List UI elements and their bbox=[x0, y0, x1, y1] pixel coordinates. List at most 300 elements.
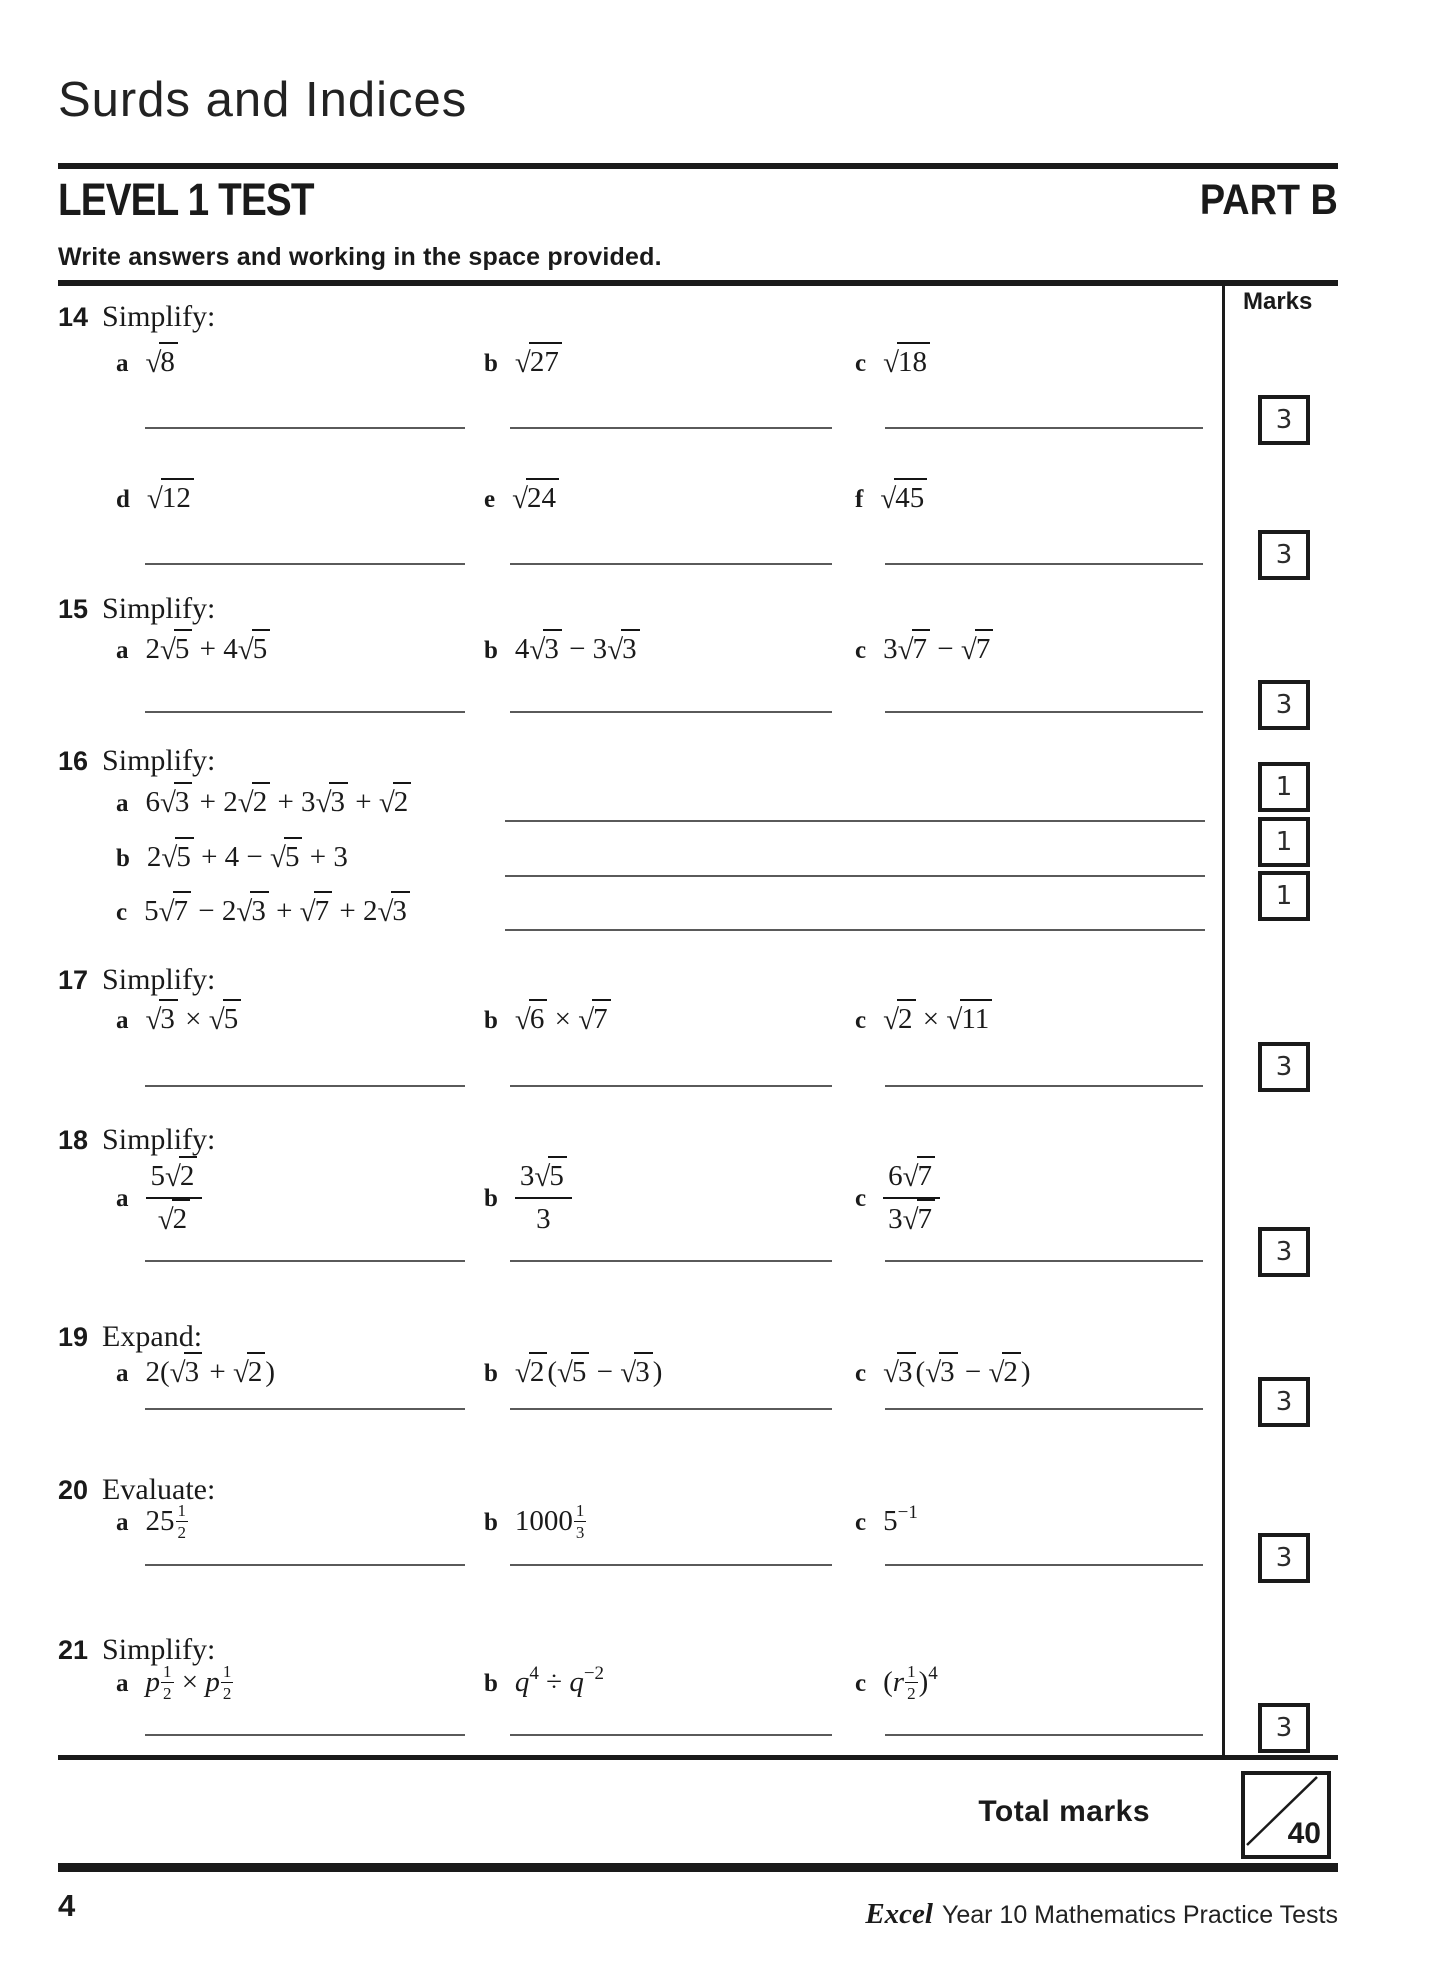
instruction-text: Write answers and working in the space provided. bbox=[58, 243, 662, 271]
denominator bbox=[888, 1199, 935, 1236]
math-text: 2 bbox=[146, 841, 162, 873]
answer-line bbox=[145, 711, 465, 713]
math-text: 3 bbox=[883, 633, 898, 665]
level-title: LEVEL 1 TEST bbox=[58, 174, 314, 225]
question-header bbox=[58, 1473, 215, 1507]
math-text: + 4 − bbox=[193, 841, 271, 873]
radicand: 11 bbox=[960, 999, 992, 1035]
question-number: 17 bbox=[58, 965, 89, 995]
title-rule bbox=[58, 163, 1338, 169]
part-expression bbox=[880, 482, 927, 515]
math-text: 1000 bbox=[514, 1505, 573, 1537]
radicand: 7 bbox=[592, 999, 611, 1035]
radical-sign-icon: √ bbox=[236, 896, 253, 928]
part-c bbox=[855, 346, 930, 379]
math-text: ÷ bbox=[538, 1666, 570, 1698]
math-text: 3 bbox=[519, 1160, 535, 1192]
radicand: 2 bbox=[1002, 1352, 1021, 1388]
part-expression bbox=[514, 1663, 605, 1699]
total-marks-label: Total marks bbox=[978, 1795, 1150, 1828]
radical bbox=[170, 1356, 202, 1388]
radical bbox=[925, 1356, 957, 1388]
math-text: 4 bbox=[514, 633, 530, 665]
denominator bbox=[536, 1199, 551, 1236]
radical bbox=[146, 1003, 178, 1035]
footer-page-number: 4 bbox=[58, 1888, 76, 1923]
exponent-numerator: 1 bbox=[575, 1501, 585, 1520]
question-prompt: Simplify: bbox=[102, 1633, 216, 1666]
radicand: 7 bbox=[173, 891, 192, 927]
footer-credit bbox=[865, 1898, 1338, 1931]
radical-sign-icon: √ bbox=[161, 842, 178, 874]
math-text: 3 bbox=[888, 1203, 903, 1236]
math-text: + 2 bbox=[192, 786, 238, 818]
math-text: × bbox=[174, 1666, 206, 1698]
part-letter: b bbox=[484, 1509, 498, 1536]
radical-sign-icon: √ bbox=[557, 1357, 573, 1389]
radical-sign-icon: √ bbox=[902, 1204, 919, 1237]
answer-line bbox=[145, 1564, 465, 1566]
part-letter: c bbox=[855, 1509, 867, 1536]
radical bbox=[515, 1356, 547, 1388]
answer-line bbox=[885, 711, 1203, 713]
math-text: ( bbox=[547, 1356, 557, 1388]
radicand: 12 bbox=[161, 478, 194, 514]
fractional-exponent bbox=[905, 1663, 918, 1702]
exponent-denominator: 2 bbox=[222, 1684, 232, 1703]
radical-sign-icon: √ bbox=[237, 787, 254, 819]
footer-series: Year 10 Mathematics Practice Tests bbox=[941, 1901, 1338, 1929]
part-c bbox=[116, 895, 410, 928]
part-c bbox=[855, 1356, 1031, 1389]
part-expression bbox=[515, 1356, 662, 1389]
answer-line bbox=[510, 427, 832, 429]
math-text: 5 bbox=[144, 895, 159, 927]
part-letter: c bbox=[855, 1360, 867, 1387]
part-expression bbox=[883, 1662, 938, 1716]
radical-sign-icon: √ bbox=[988, 1357, 1005, 1389]
part-b bbox=[116, 841, 348, 874]
marks-column-header: Marks bbox=[1243, 288, 1313, 315]
question-header bbox=[58, 1633, 215, 1667]
answer-line bbox=[145, 1085, 465, 1087]
radical-sign-icon: √ bbox=[169, 1357, 186, 1389]
content-top-rule bbox=[58, 280, 1338, 286]
marks-box: 3 bbox=[1258, 1703, 1310, 1753]
fractional-exponent bbox=[574, 1502, 587, 1541]
radical bbox=[946, 1003, 992, 1035]
part-letter: a bbox=[116, 350, 129, 377]
radicand: 3 bbox=[543, 629, 562, 665]
radical-sign-icon: √ bbox=[620, 1357, 637, 1389]
part-letter: a bbox=[116, 637, 129, 664]
radicand: 5 bbox=[284, 837, 303, 873]
math-text: − bbox=[930, 633, 961, 665]
part-expression bbox=[514, 1501, 588, 1555]
radical bbox=[515, 1003, 547, 1035]
part-expression bbox=[146, 786, 412, 819]
math-text: + 3 bbox=[270, 786, 316, 818]
part-a bbox=[116, 786, 411, 819]
exponent: −2 bbox=[583, 1663, 605, 1684]
radical-sign-icon: √ bbox=[378, 787, 395, 819]
total-marks-denominator: 40 bbox=[1287, 1817, 1321, 1850]
radicand: 7 bbox=[314, 891, 333, 927]
radicand: 3 bbox=[174, 782, 193, 818]
radicand: 2 bbox=[179, 1156, 198, 1192]
math-text: 5 bbox=[883, 1505, 898, 1537]
part-b bbox=[484, 1003, 611, 1036]
part-letter: b bbox=[484, 1360, 498, 1387]
marks-box: 3 bbox=[1258, 1377, 1310, 1427]
radicand: 45 bbox=[894, 478, 927, 514]
answer-line bbox=[510, 711, 832, 713]
answer-line bbox=[510, 1085, 832, 1087]
marks-column-divider bbox=[1222, 286, 1225, 1755]
math-variable: q bbox=[514, 1666, 530, 1698]
math-text: ) bbox=[918, 1666, 929, 1698]
content-bottom-rule bbox=[58, 1755, 1338, 1760]
radical bbox=[209, 1003, 241, 1035]
part-expression bbox=[883, 1160, 940, 1237]
radical-sign-icon: √ bbox=[902, 1161, 919, 1193]
part-letter: a bbox=[116, 1670, 129, 1697]
question-header bbox=[58, 300, 215, 334]
math-text: 3 bbox=[536, 1203, 551, 1236]
radicand: 5 bbox=[175, 837, 194, 873]
fractional-exponent bbox=[176, 1502, 189, 1541]
radical-sign-icon: √ bbox=[960, 634, 977, 666]
radical bbox=[898, 633, 930, 665]
radical-sign-icon: √ bbox=[883, 1004, 900, 1036]
math-text: + 2 bbox=[332, 895, 378, 927]
part-expression bbox=[515, 346, 562, 379]
part-letter: a bbox=[116, 1184, 129, 1212]
part-letter: b bbox=[484, 1007, 498, 1034]
answer-line bbox=[885, 1085, 1203, 1087]
radical-sign-icon: √ bbox=[237, 634, 254, 666]
radical-sign-icon: √ bbox=[160, 634, 176, 666]
question-header bbox=[58, 744, 215, 778]
answer-line bbox=[510, 1260, 832, 1262]
radical bbox=[529, 633, 561, 665]
part-letter: b bbox=[484, 637, 498, 664]
part-expression bbox=[883, 1502, 918, 1538]
radicand: 5 bbox=[223, 999, 242, 1035]
radical bbox=[880, 482, 927, 514]
part-a bbox=[116, 1160, 202, 1237]
radicand: 3 bbox=[391, 891, 410, 927]
question-prompt: Expand: bbox=[102, 1320, 203, 1353]
part-expression bbox=[146, 1356, 276, 1389]
part-b bbox=[484, 633, 640, 666]
radicand: 3 bbox=[184, 1352, 203, 1388]
answer-line bbox=[145, 427, 465, 429]
math-text: 25 bbox=[145, 1505, 175, 1537]
answer-line bbox=[885, 1734, 1203, 1736]
radicand: 7 bbox=[975, 629, 994, 665]
radical bbox=[160, 633, 192, 665]
marks-box: 3 bbox=[1258, 680, 1310, 730]
page-title: Surds and Indices bbox=[58, 73, 468, 127]
question-prompt: Simplify: bbox=[102, 1123, 216, 1156]
radicand: 2 bbox=[897, 999, 916, 1035]
question-header bbox=[58, 963, 215, 997]
radical bbox=[238, 786, 270, 818]
marks-box: 1 bbox=[1258, 817, 1310, 867]
exponent-numerator: 1 bbox=[163, 1662, 172, 1681]
math-text: + bbox=[347, 786, 379, 818]
part-letter: c bbox=[855, 1670, 867, 1697]
marks-box: 1 bbox=[1258, 762, 1310, 812]
part-c bbox=[855, 633, 993, 666]
part-c bbox=[855, 1502, 918, 1538]
part-expression bbox=[515, 1160, 572, 1237]
marks-box: 3 bbox=[1258, 1042, 1310, 1092]
marks-box: 1 bbox=[1258, 871, 1310, 921]
part-expression bbox=[515, 1003, 611, 1036]
radical bbox=[300, 895, 332, 927]
radicand: 3 bbox=[159, 999, 178, 1035]
part-expression bbox=[147, 841, 348, 874]
radical-sign-icon: √ bbox=[946, 1004, 963, 1036]
radical bbox=[236, 895, 268, 927]
question-prompt: Simplify: bbox=[102, 744, 216, 777]
part-b bbox=[484, 1663, 605, 1699]
radicand: 3 bbox=[939, 1352, 958, 1388]
answer-line bbox=[505, 929, 1205, 931]
numerator bbox=[883, 1160, 940, 1197]
radical-sign-icon: √ bbox=[607, 634, 624, 666]
radical bbox=[158, 1203, 190, 1235]
answer-line bbox=[510, 1734, 832, 1736]
exponent-denominator: 2 bbox=[177, 1523, 186, 1542]
part-letter: c bbox=[116, 899, 128, 926]
radical bbox=[159, 895, 191, 927]
radical bbox=[903, 1160, 935, 1192]
question-number: 15 bbox=[58, 594, 89, 624]
part-e bbox=[484, 482, 559, 515]
radical bbox=[270, 841, 302, 873]
fractional-exponent bbox=[161, 1663, 174, 1702]
part-expression bbox=[512, 482, 559, 515]
radical-sign-icon: √ bbox=[232, 1357, 249, 1389]
total-marks-box bbox=[1241, 1771, 1331, 1859]
radicand: 3 bbox=[897, 1352, 916, 1388]
answer-line bbox=[885, 1408, 1203, 1410]
answer-line bbox=[510, 1564, 832, 1566]
radicand: 3 bbox=[329, 782, 348, 818]
radical-sign-icon: √ bbox=[145, 347, 162, 379]
part-letter: d bbox=[116, 486, 130, 513]
radical-sign-icon: √ bbox=[514, 1004, 531, 1036]
math-text: − bbox=[957, 1356, 989, 1388]
radical-sign-icon: √ bbox=[270, 842, 286, 874]
part-expression bbox=[147, 482, 194, 515]
answer-line bbox=[505, 875, 1205, 877]
radicand: 3 bbox=[250, 891, 269, 927]
answer-line bbox=[885, 563, 1203, 565]
part-b bbox=[484, 1160, 572, 1237]
part-expression bbox=[515, 633, 640, 666]
part-expression bbox=[883, 633, 993, 666]
math-text: 6 bbox=[888, 1160, 903, 1192]
math-text: + 4 bbox=[192, 633, 238, 665]
part-b bbox=[484, 1501, 587, 1555]
radical bbox=[883, 1003, 915, 1035]
math-text: 6 bbox=[145, 786, 160, 818]
numerator bbox=[515, 1160, 572, 1197]
part-a bbox=[116, 346, 178, 379]
radical bbox=[316, 786, 348, 818]
math-text: 2 bbox=[145, 633, 160, 665]
part-expression bbox=[146, 346, 178, 379]
radical-sign-icon: √ bbox=[208, 1004, 225, 1036]
radicand: 8 bbox=[159, 342, 178, 378]
radical bbox=[146, 346, 178, 378]
question-number: 18 bbox=[58, 1125, 89, 1155]
radicand: 3 bbox=[634, 1352, 653, 1388]
part-letter: c bbox=[855, 1184, 867, 1212]
radical bbox=[578, 1003, 610, 1035]
part-a bbox=[116, 1003, 241, 1036]
radical-sign-icon: √ bbox=[925, 1357, 942, 1389]
radicand: 5 bbox=[174, 629, 193, 665]
part-expression bbox=[144, 895, 410, 928]
radical bbox=[238, 633, 270, 665]
question-prompt: Evaluate: bbox=[102, 1473, 216, 1506]
part-expression bbox=[883, 1003, 992, 1036]
part-expression bbox=[146, 1003, 242, 1036]
exponent: 4 bbox=[928, 1663, 938, 1684]
radical bbox=[161, 841, 193, 873]
part-expression bbox=[146, 1160, 203, 1237]
answer-line bbox=[505, 820, 1205, 822]
radical-sign-icon: √ bbox=[897, 634, 914, 666]
footer-rule bbox=[58, 1863, 1338, 1872]
radical bbox=[883, 346, 930, 378]
part-letter: b bbox=[484, 1184, 498, 1212]
radical-sign-icon: √ bbox=[883, 1357, 900, 1389]
part-b bbox=[484, 346, 562, 379]
math-text: ) bbox=[652, 1356, 663, 1388]
part-expression bbox=[883, 346, 930, 379]
radicand: 2 bbox=[247, 1352, 266, 1388]
answer-line bbox=[885, 427, 1203, 429]
part-expression bbox=[145, 1662, 235, 1716]
answer-line bbox=[885, 1564, 1203, 1566]
radicand: 2 bbox=[393, 782, 412, 818]
radicand: 27 bbox=[529, 342, 562, 378]
part-expression bbox=[145, 1501, 190, 1555]
part-c bbox=[855, 1160, 940, 1237]
radical bbox=[233, 1356, 265, 1388]
exponent-numerator: 1 bbox=[177, 1501, 186, 1520]
math-text: − bbox=[589, 1356, 621, 1388]
numerator bbox=[146, 1160, 203, 1197]
radical-sign-icon: √ bbox=[534, 1161, 551, 1193]
part-expression bbox=[146, 633, 271, 666]
exponent-denominator: 2 bbox=[907, 1684, 916, 1703]
radical-sign-icon: √ bbox=[146, 483, 163, 515]
answer-line bbox=[510, 563, 832, 565]
part-f bbox=[855, 482, 927, 515]
exponent-numerator: 1 bbox=[222, 1662, 232, 1681]
radical-sign-icon: √ bbox=[512, 483, 529, 515]
answer-line bbox=[145, 1734, 465, 1736]
radicand: 5 bbox=[548, 1156, 567, 1192]
radicand: 2 bbox=[529, 1352, 548, 1388]
question-header bbox=[58, 592, 215, 626]
exponent: 4 bbox=[529, 1663, 539, 1684]
part-letter: f bbox=[855, 486, 864, 513]
footer-brand: Excel bbox=[865, 1898, 933, 1930]
radical bbox=[557, 1356, 589, 1388]
question-number: 21 bbox=[58, 1635, 89, 1665]
part-letter: c bbox=[855, 637, 867, 664]
question-prompt: Simplify: bbox=[102, 963, 216, 996]
question-number: 14 bbox=[58, 302, 89, 332]
exponent-denominator: 2 bbox=[163, 1684, 172, 1703]
radical bbox=[377, 895, 409, 927]
math-text: ) bbox=[1020, 1356, 1031, 1388]
radical bbox=[883, 1356, 915, 1388]
question-prompt: Simplify: bbox=[102, 592, 216, 625]
part-b bbox=[484, 1356, 662, 1389]
math-variable: p bbox=[145, 1666, 160, 1698]
question-number: 20 bbox=[58, 1475, 89, 1505]
exponent-numerator: 1 bbox=[907, 1662, 916, 1681]
part-letter: e bbox=[484, 486, 496, 513]
part-letter: c bbox=[855, 1007, 867, 1034]
part-letter: c bbox=[855, 350, 867, 377]
denominator bbox=[158, 1199, 190, 1236]
radical bbox=[160, 786, 192, 818]
math-text: 2( bbox=[145, 1356, 170, 1388]
radical bbox=[620, 1356, 652, 1388]
radical bbox=[988, 1356, 1020, 1388]
math-text: + bbox=[202, 1356, 233, 1388]
math-text: ( bbox=[883, 1666, 893, 1698]
question-prompt: Simplify: bbox=[102, 300, 216, 333]
math-text: − 2 bbox=[191, 895, 237, 927]
math-text: 5 bbox=[150, 1160, 165, 1192]
radicand: 6 bbox=[529, 999, 548, 1035]
answer-line bbox=[145, 1260, 465, 1262]
part-letter: b bbox=[484, 350, 498, 377]
answer-line bbox=[145, 1408, 465, 1410]
radical bbox=[515, 346, 562, 378]
part-a bbox=[116, 1501, 189, 1555]
math-text: × bbox=[915, 1003, 947, 1035]
math-variable: r bbox=[892, 1666, 905, 1698]
math-variable: q bbox=[569, 1666, 584, 1698]
radicand: 5 bbox=[252, 629, 271, 665]
radical bbox=[379, 786, 411, 818]
part-d bbox=[116, 482, 194, 515]
radical bbox=[534, 1160, 566, 1192]
radical bbox=[961, 633, 993, 665]
math-text: × bbox=[177, 1003, 209, 1035]
radical bbox=[903, 1203, 935, 1235]
fraction bbox=[515, 1160, 572, 1237]
radical-sign-icon: √ bbox=[529, 634, 546, 666]
radical bbox=[607, 633, 639, 665]
exponent-denominator: 3 bbox=[575, 1523, 585, 1542]
marks-box: 3 bbox=[1258, 530, 1310, 580]
radicand: 24 bbox=[526, 478, 559, 514]
exponent: −1 bbox=[897, 1502, 918, 1523]
